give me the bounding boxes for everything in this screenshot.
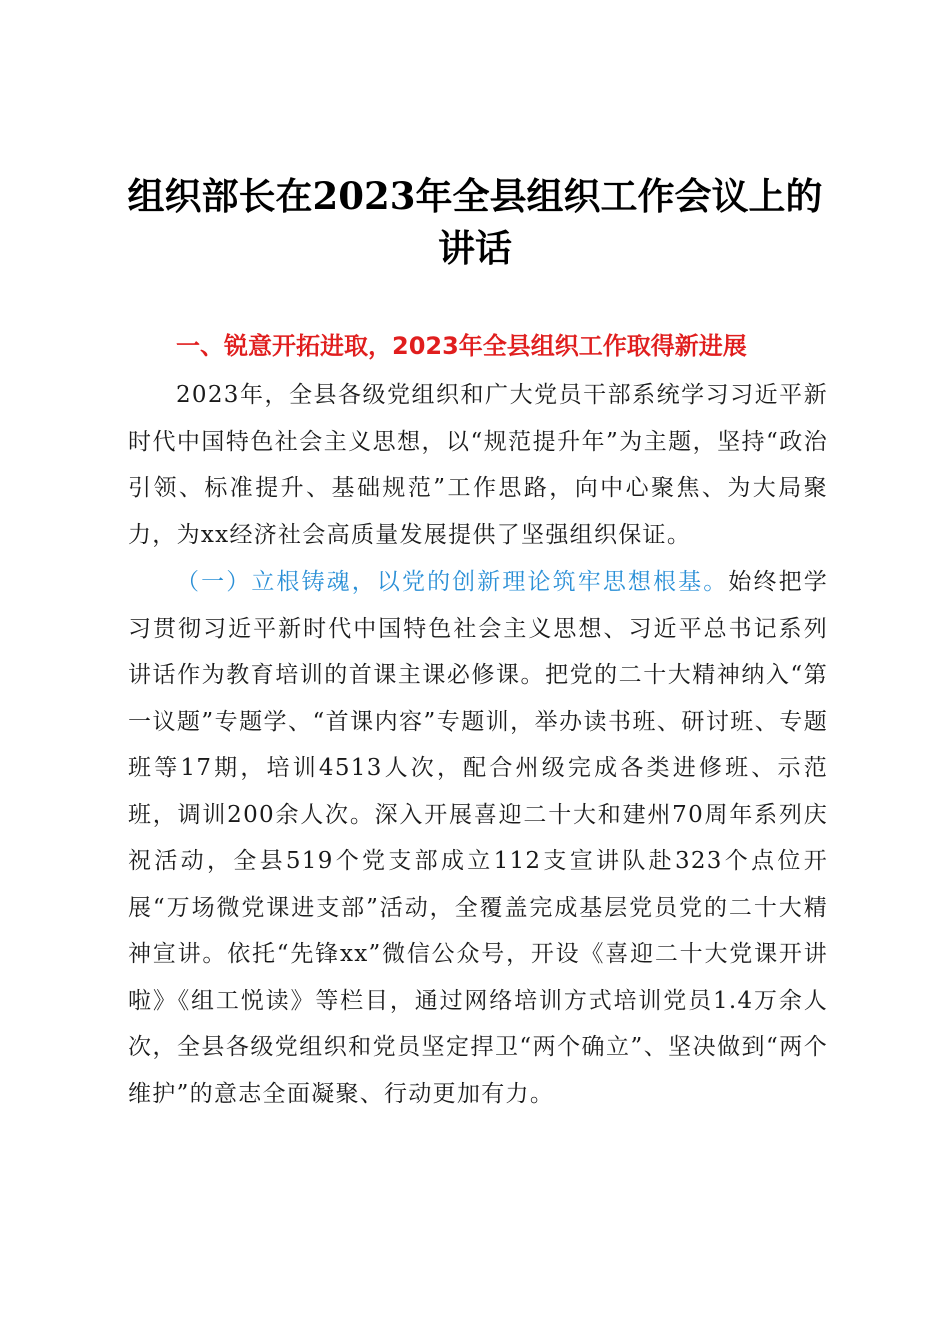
paragraph-1: 2023年，全县各级党组织和广大党员干部系统学习习近平新时代中国特色社会主义思想，以“规范提升年”为主题，坚持“政治引领、标准提升、基础规范”工作思路，向中心聚焦、为大局聚力，为xx经济社会高质量发展提供了坚强组织保证。	[128, 382, 828, 548]
paragraph-2	[128, 559, 828, 1117]
paragraph-2-body: 始终把学习贯彻习近平新时代中国特色社会主义思想、习近平总书记系列讲话作为教育培训的首课主课必修课。把党的二十大精神纳入“第一议题”专题学、“首课内容”专题训，举办读书班、研讨班、专题班等17期，培训4513人次，配合州级完成各类进修班、示范班，调训200余人次。深入开展喜迎二十大和建州70周年系列庆祝活动，全县519个党支部成立112支宣讲队赴323个点位开展“万场微党课进支部”活动，全覆盖完成基层党员党的二十大精神宣讲。依托“先锋xx”微信公众号，开设《喜迎二十大党课开讲啦》《组工悦读》等栏目，通过网络培训方式培训党员1.4万余人次，全县各级党组织和党员坚定捍卫“两个确立”、坚决做到“两个维护”的意志全面凝聚、行动更加有力。	[128, 569, 828, 1107]
section-heading: 一、锐意开拓进取，2023年全县组织工作取得新进展	[176, 332, 747, 360]
sub-heading-1: （一）立根铸魂，以党的创新理论筑牢思想根基。	[176, 569, 729, 595]
document-title: 组织部长在2023年全县组织工作会议上的讲话	[127, 174, 823, 270]
